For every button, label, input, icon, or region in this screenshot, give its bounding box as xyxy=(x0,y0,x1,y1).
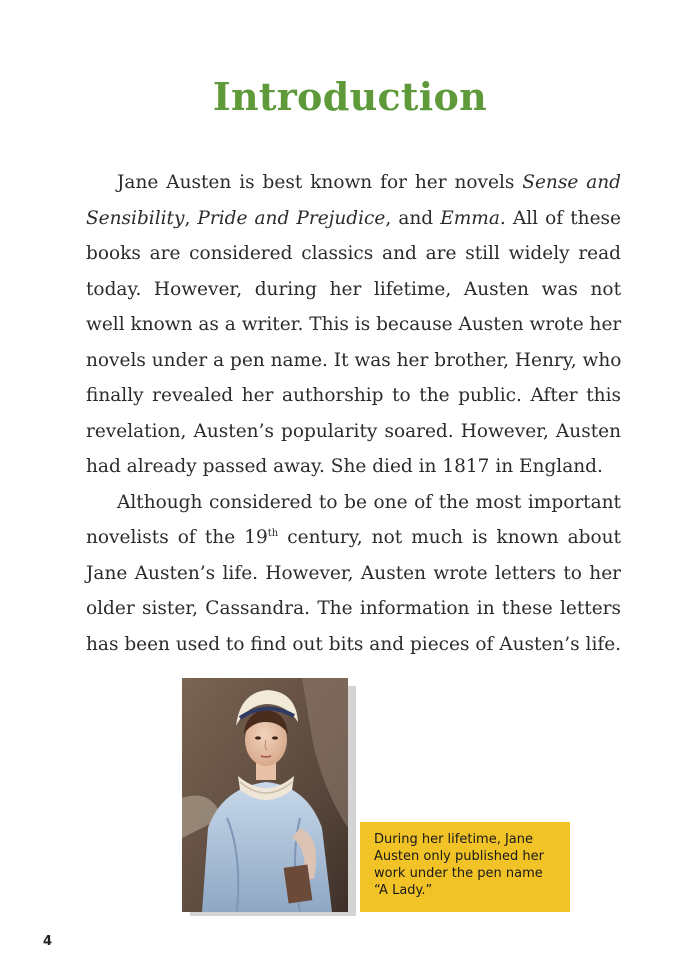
text-line: novelists of the 19th century, not much is known about xyxy=(86,527,621,548)
body-paragraph xyxy=(86,485,621,663)
article-body xyxy=(86,165,621,662)
portrait-image xyxy=(182,678,348,912)
text-line: novels under a pen name. It was her brother, Henry, who xyxy=(86,349,622,371)
text-line: revelation, Austen’s popularity soared. However, Austen xyxy=(86,420,621,442)
text-line: today. However, during her lifetime, Austen was not xyxy=(86,278,621,300)
body-paragraph xyxy=(86,165,621,485)
text-line: has been used to find out bits and pieces of Austen’s life. xyxy=(86,633,622,655)
text-line: Although considered to be one of the most important xyxy=(117,491,621,513)
photo-caption: During her lifetime, Jane Austen only published her work under the pen name “A Lady.” xyxy=(374,832,544,898)
page-number: 4 xyxy=(43,934,53,949)
text-line: finally revealed her authorship to the public. After this xyxy=(86,385,621,406)
text-line: books are considered classics and are still widely read xyxy=(86,243,621,264)
text-line: older sister, Cassandra. The information in these letters xyxy=(86,598,621,619)
text-line: Sensibility, Pride and Prejudice, and Emma. All of these xyxy=(86,207,621,229)
text-line: Jane Austen is best known for her novels Sense and xyxy=(117,172,621,193)
text-line: Jane Austen’s life. However, Austen wrote letters to her xyxy=(86,562,621,584)
page-title: Introduction xyxy=(212,74,488,119)
text-line: had already passed away. She died in 1817 in England. xyxy=(86,456,603,477)
caption-box xyxy=(360,822,570,912)
text-line: well known as a writer. This is because Austen wrote her xyxy=(86,314,622,335)
